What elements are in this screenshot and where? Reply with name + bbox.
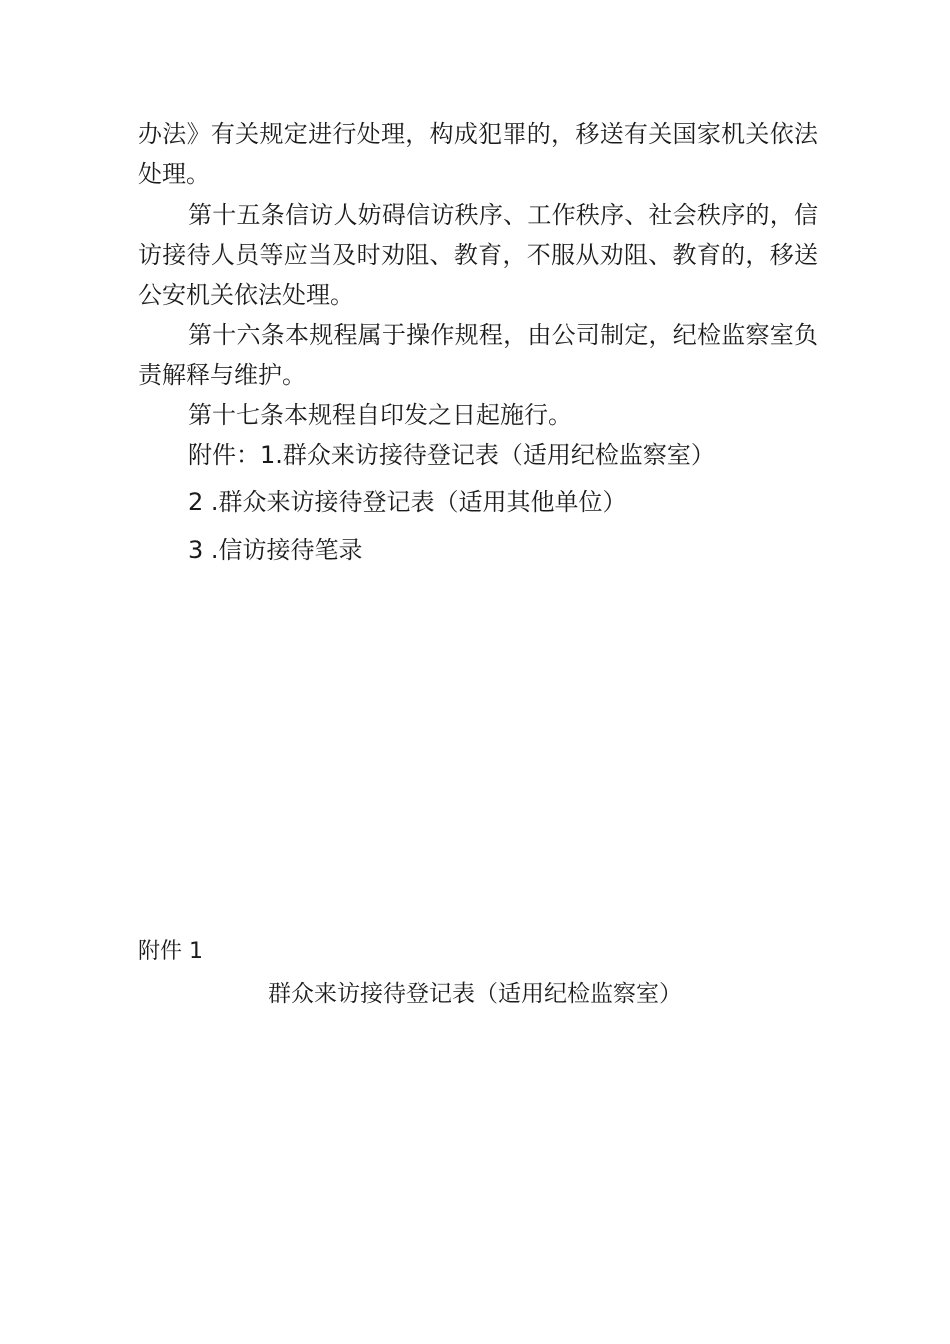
article-17-line: 第十七条本规程自印发之日起施行。 — [188, 401, 572, 429]
attachment-title — [0, 974, 950, 1014]
article-15-line: 公安机关依法处理。 — [138, 281, 354, 309]
attachment-list-item: 3 .信访接待笔录 — [188, 536, 363, 564]
attachment-list-item: 附件：1.群众来访接待登记表（适用纪检监察室） — [188, 441, 715, 469]
article-15-line: 访接待人员等应当及时劝阻、教育，不服从劝阻、教育的，移送 — [138, 241, 818, 269]
article-16-line: 第十六条本规程属于操作规程，由公司制定，纪检监察室负 — [188, 321, 818, 349]
body-line: 办法》有关规定进行处理，构成犯罪的，移送有关国家机关依法 — [138, 120, 818, 148]
attachment-label: 附件 1 — [138, 939, 203, 964]
attachment-list-item: 2 .群众来访接待登记表（适用其他单位） — [188, 488, 627, 516]
article-15-line: 第十五条信访人妨碍信访秩序、工作秩序、社会秩序的，信 — [188, 201, 818, 229]
attachment-title-text: 群众来访接待登记表（适用纪检监察室） — [268, 981, 682, 1007]
article-16-line: 责解释与维护。 — [138, 361, 306, 389]
body-line: 处理。 — [138, 160, 210, 188]
